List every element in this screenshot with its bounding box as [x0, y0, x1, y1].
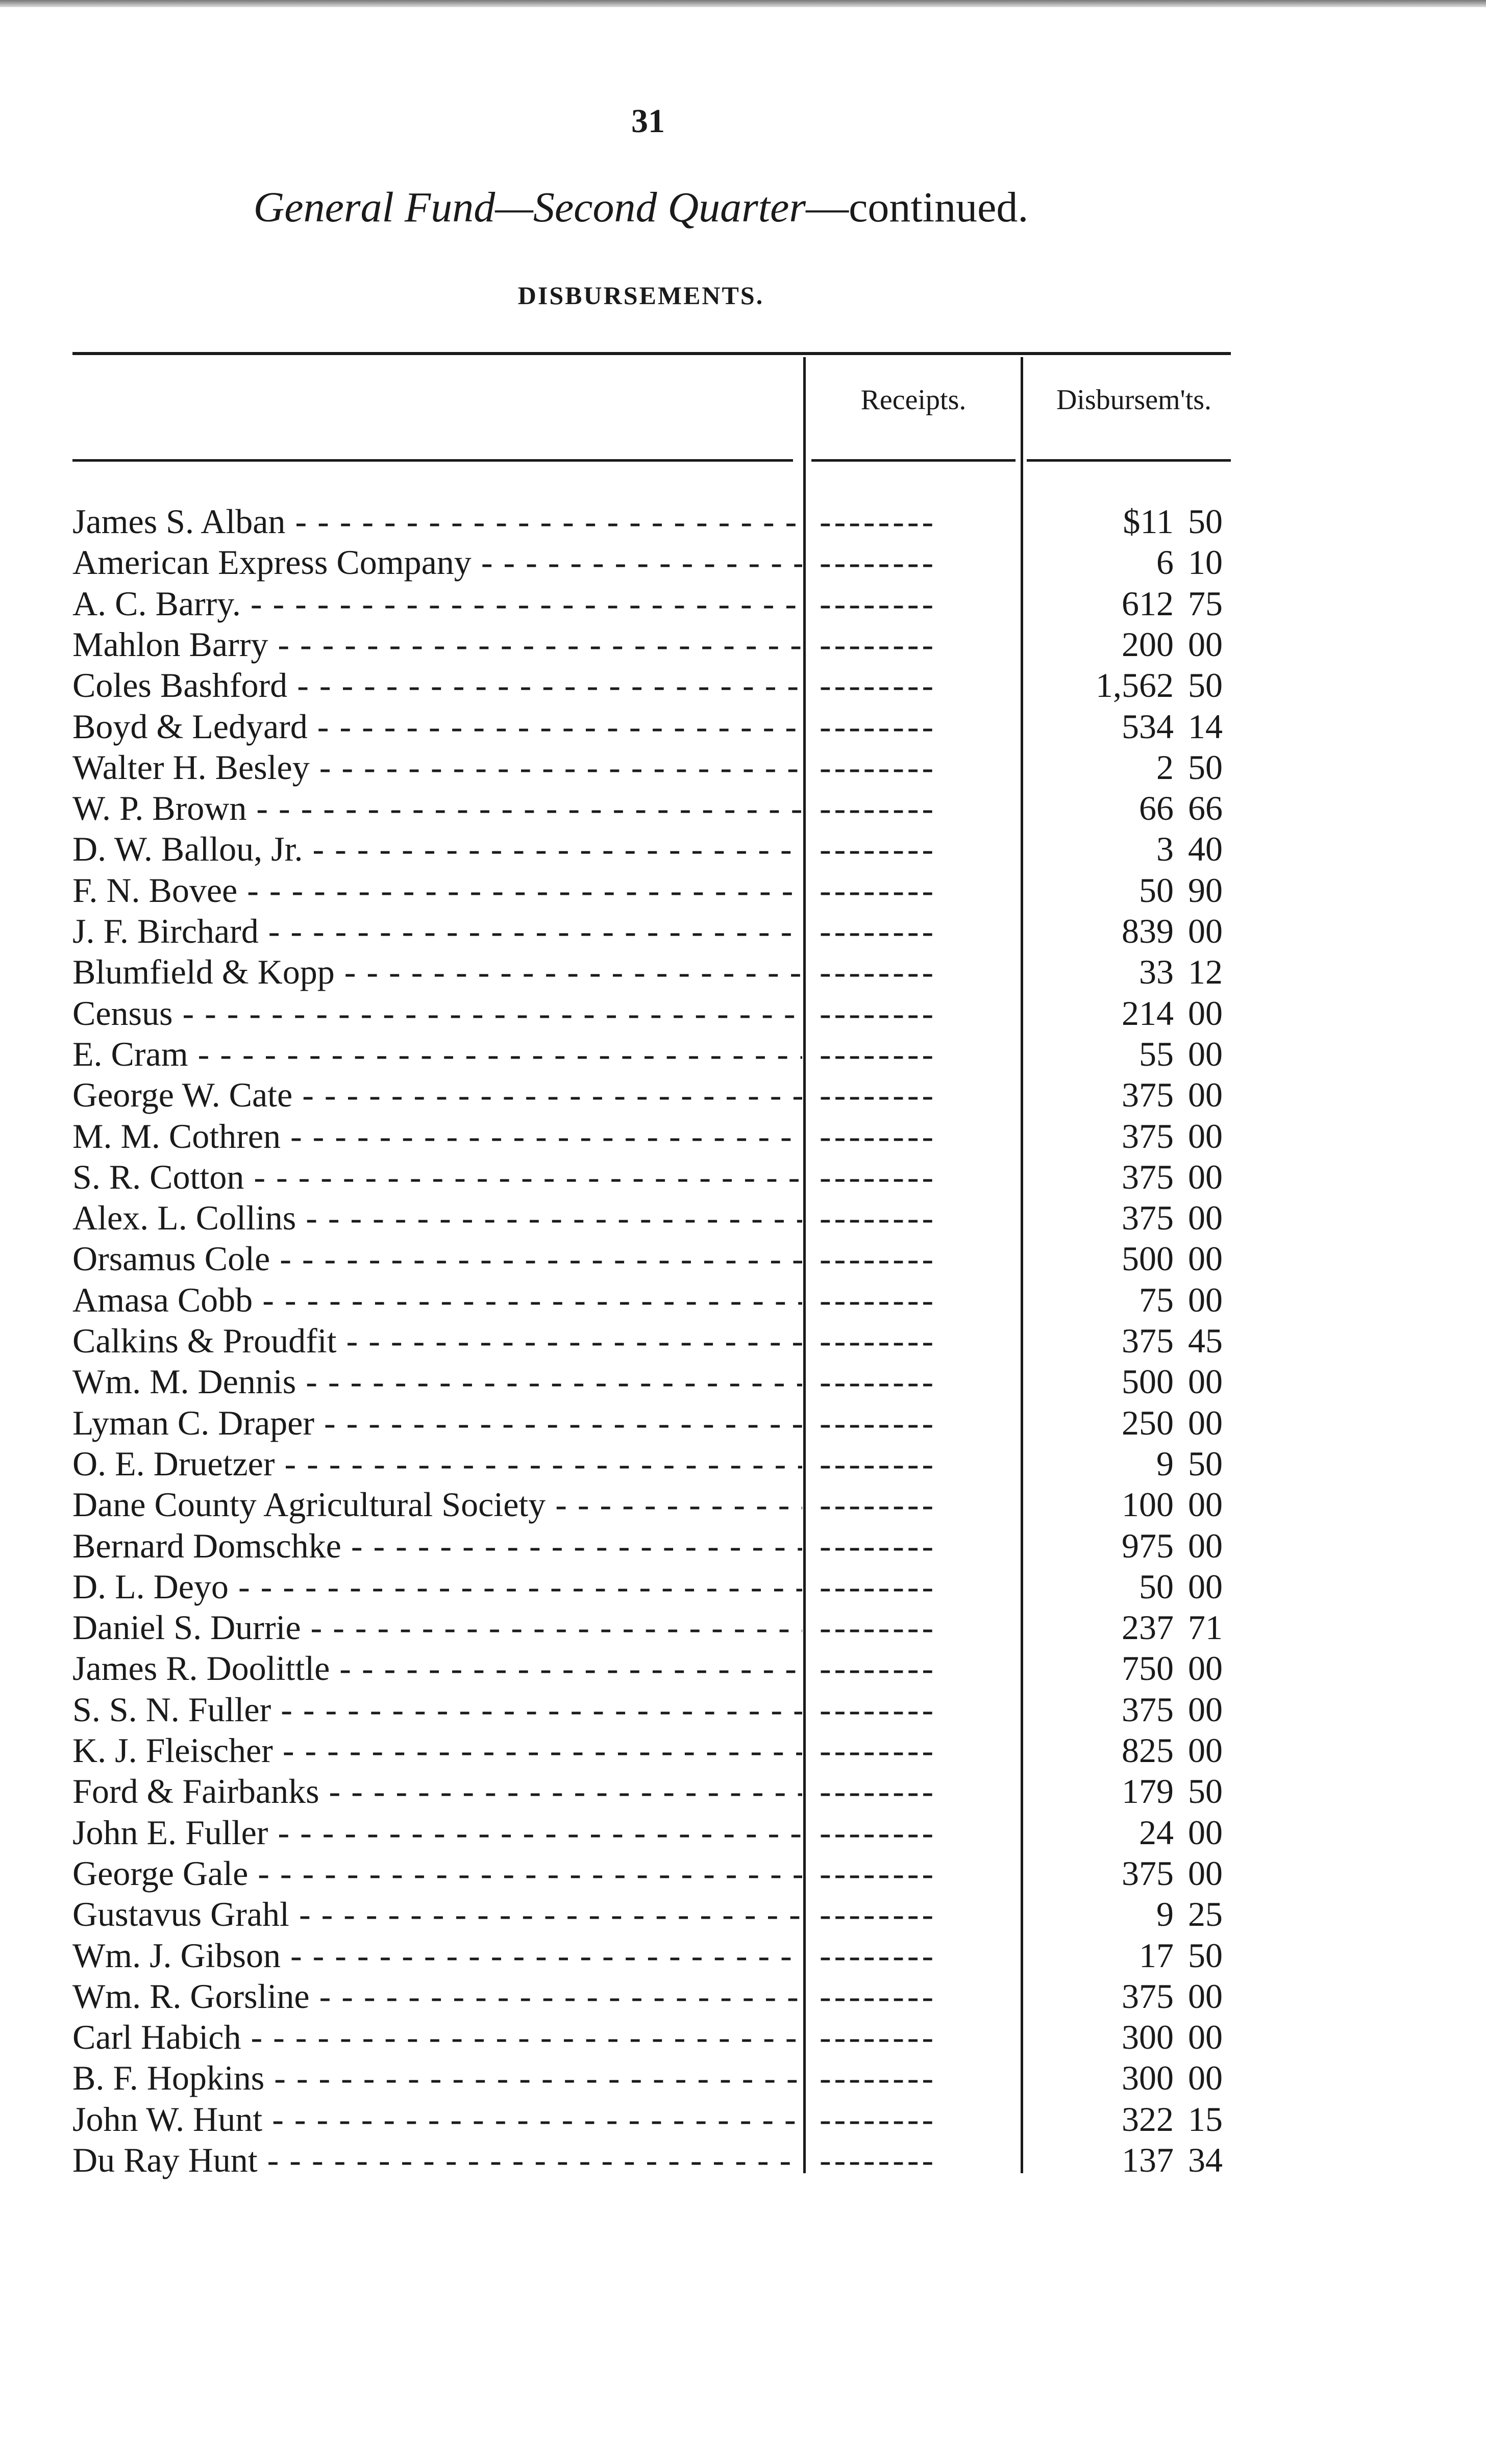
disbursement-cents: 50 [1188, 1936, 1223, 1975]
disbursement-dollars: 300 [1122, 2058, 1174, 2097]
section-title: DISBURSEMENTS. [517, 281, 764, 310]
payee-name: O. E. Druetzer - - - [72, 1443, 802, 1484]
receipts-blank: -------- [820, 829, 937, 868]
header-bottom-rule-left [72, 459, 793, 462]
disbursement-cents: 50 [1188, 1772, 1223, 1811]
receipts-blank: -------- [820, 1690, 937, 1729]
disbursement-dollars: 750 [1122, 1649, 1174, 1688]
receipts-blank: -------- [820, 1977, 937, 2016]
receipts-blank: -------- [820, 748, 937, 787]
table-row [0, 1484, 1486, 1525]
payee-name: S. R. Cotton - - - [72, 1156, 802, 1197]
disbursement-dollars: 500 [1122, 1362, 1174, 1401]
payee-name: M. M. Cothren - - - [72, 1116, 802, 1156]
table-row [0, 1116, 1486, 1156]
payee-name: John W. Hunt - - - [72, 2099, 802, 2140]
payee-name: George W. Cate - - - [72, 1074, 802, 1115]
disbursement-cents: 00 [1188, 1280, 1223, 1319]
payee-name: W. P. Brown - - - [72, 788, 802, 828]
disbursement-cents: 45 [1188, 1321, 1223, 1360]
payee-name: Amasa Cobb - - - [72, 1279, 802, 1320]
table-row [0, 1648, 1486, 1689]
receipts-blank: -------- [820, 912, 937, 950]
table-row [0, 1607, 1486, 1648]
disbursement-cents: 00 [1188, 1854, 1223, 1893]
payee-name: E. Cram - - - [72, 1034, 802, 1074]
receipts-blank: -------- [820, 584, 937, 623]
disbursement-cents: 15 [1188, 2100, 1223, 2139]
receipts-blank: -------- [820, 1158, 937, 1196]
disbursement-dollars: 375 [1122, 1977, 1174, 2016]
table-row [0, 1443, 1486, 1484]
payee-name: A. C. Barry. - - - [72, 583, 802, 624]
table-row [0, 501, 1486, 542]
receipts-blank: -------- [820, 1239, 937, 1278]
receipts-blank: -------- [820, 1526, 937, 1565]
table-row [0, 1034, 1486, 1074]
payee-name: B. F. Hopkins - - - [72, 2057, 802, 2098]
payee-name: James R. Doolittle - - - [72, 1648, 802, 1689]
disbursement-cents: 00 [1188, 1813, 1223, 1852]
receipts-blank: -------- [820, 2100, 937, 2139]
receipts-blank: -------- [820, 2141, 937, 2179]
disbursement-cents: 40 [1188, 829, 1223, 868]
disbursement-dollars: 1,562 [1096, 666, 1174, 705]
table-row [0, 788, 1486, 828]
receipts-blank: -------- [820, 789, 937, 827]
table-row [0, 870, 1486, 911]
disbursement-cents: 34 [1188, 2141, 1223, 2179]
table-row [0, 624, 1486, 665]
disbursement-dollars: 375 [1122, 1690, 1174, 1729]
payee-name: D. W. Ballou, Jr. - - - [72, 828, 802, 869]
disbursement-cents: 75 [1188, 584, 1223, 623]
table-row [0, 1361, 1486, 1402]
table-row [0, 993, 1486, 1034]
disbursement-dollars: 975 [1122, 1526, 1174, 1565]
disbursement-dollars: 137 [1122, 2141, 1174, 2179]
receipts-blank: -------- [820, 666, 937, 705]
receipts-blank: -------- [820, 1936, 937, 1975]
table-row [0, 1279, 1486, 1320]
receipts-blank: -------- [820, 1403, 937, 1442]
disbursement-dollars: 839 [1122, 912, 1174, 950]
disbursement-dollars: 250 [1122, 1403, 1174, 1442]
payee-name: Du Ray Hunt - - - [72, 2140, 802, 2180]
disbursement-cents: 00 [1188, 2058, 1223, 2097]
payee-name: Calkins & Proudfit - - - [72, 1320, 802, 1361]
receipts-blank: -------- [820, 625, 937, 664]
table-row [0, 1320, 1486, 1361]
disbursement-dollars: 375 [1122, 1075, 1174, 1114]
table-row [0, 1976, 1486, 2017]
disbursement-dollars: 66 [1139, 789, 1174, 827]
receipts-blank: -------- [820, 543, 937, 582]
disbursement-cents: 00 [1188, 1198, 1223, 1237]
disbursement-dollars: 214 [1122, 994, 1174, 1033]
disbursement-dollars: 612 [1122, 584, 1174, 623]
disbursement-cents: 00 [1188, 1567, 1223, 1606]
disbursement-cents: 00 [1188, 1649, 1223, 1688]
payee-name: Daniel S. Durrie - - - [72, 1607, 802, 1648]
disbursement-dollars: 375 [1122, 1158, 1174, 1196]
receipts-blank: -------- [820, 1485, 937, 1524]
payee-name: John E. Fuller - - - [72, 1812, 802, 1853]
receipts-blank: -------- [820, 707, 937, 746]
receipts-blank: -------- [820, 2018, 937, 2056]
receipts-blank: -------- [820, 1321, 937, 1360]
disbursement-cents: 00 [1188, 1117, 1223, 1155]
payee-name: Ford & Fairbanks - - - [72, 1771, 802, 1812]
payee-name: George Gale - - - [72, 1853, 802, 1894]
header-bottom-rule-disbursements [1027, 459, 1231, 462]
disbursement-dollars: 33 [1139, 952, 1174, 991]
disbursement-dollars: 55 [1139, 1035, 1174, 1073]
payee-name: James S. Alban - - - [72, 501, 802, 542]
disbursement-cents: 00 [1188, 994, 1223, 1033]
receipts-blank: -------- [820, 1567, 937, 1606]
payee-name: Walter H. Besley - - - [72, 747, 802, 788]
disbursement-dollars: 200 [1122, 625, 1174, 664]
disbursement-dollars: 825 [1122, 1731, 1174, 1770]
disbursement-dollars: 375 [1122, 1854, 1174, 1893]
table-row [0, 542, 1486, 583]
page-heading [0, 183, 1282, 232]
disbursement-dollars: 9 [1156, 1895, 1174, 1933]
payee-name: Dane County Agricultural Society - - - [72, 1484, 802, 1525]
receipts-column-header: Receipts. [860, 384, 967, 416]
disbursement-cents: 25 [1188, 1895, 1223, 1933]
disbursement-cents: 00 [1188, 1075, 1223, 1114]
receipts-blank: -------- [820, 1117, 937, 1155]
disbursement-cents: 00 [1188, 1526, 1223, 1565]
table-row [0, 2017, 1486, 2057]
receipts-blank: -------- [820, 502, 937, 541]
disbursement-dollars: 322 [1122, 2100, 1174, 2139]
payee-name: D. L. Deyo - - - [72, 1566, 802, 1607]
table-row [0, 1074, 1486, 1115]
disbursement-cents: 00 [1188, 912, 1223, 950]
receipts-blank: -------- [820, 1813, 937, 1852]
table-row [0, 1771, 1486, 1812]
table-top-rule [72, 352, 1231, 355]
disbursement-dollars: 3 [1156, 829, 1174, 868]
disbursement-cents: 66 [1188, 789, 1223, 827]
disbursement-dollars: 179 [1122, 1772, 1174, 1811]
disbursement-dollars: 375 [1122, 1117, 1174, 1155]
heading-suffix: —continued. [806, 184, 1029, 231]
disbursement-cents: 00 [1188, 1158, 1223, 1196]
disbursements-column-header: Disbursem'ts. [1056, 384, 1212, 416]
disbursement-cents: 00 [1188, 1035, 1223, 1073]
table-row [0, 706, 1486, 747]
payee-name: Orsamus Cole - - - [72, 1238, 802, 1279]
table-row [0, 1894, 1486, 1934]
table-row [0, 911, 1486, 951]
disbursement-dollars: 100 [1122, 1485, 1174, 1524]
disbursement-dollars: 534 [1122, 707, 1174, 746]
table-row [0, 951, 1486, 992]
disbursement-cents: 00 [1188, 1690, 1223, 1729]
receipts-blank: -------- [820, 1895, 937, 1933]
table-row [0, 1156, 1486, 1197]
receipts-blank: -------- [820, 1854, 937, 1893]
table-row [0, 2140, 1486, 2180]
disbursement-cents: 50 [1188, 1444, 1223, 1483]
table-row [0, 2057, 1486, 2098]
receipts-blank: -------- [820, 952, 937, 991]
receipts-blank: -------- [820, 1444, 937, 1483]
page-number: 31 [631, 103, 665, 140]
table-row [0, 2099, 1486, 2140]
payee-name: K. J. Fleischer - - - [72, 1730, 802, 1771]
payee-name: S. S. N. Fuller - - - [72, 1689, 802, 1730]
receipts-blank: -------- [820, 1280, 937, 1319]
disbursement-cents: 00 [1188, 1403, 1223, 1442]
payee-name: Mahlon Barry - - - [72, 624, 802, 665]
receipts-blank: -------- [820, 1035, 937, 1073]
disbursement-dollars: 500 [1122, 1239, 1174, 1278]
disbursement-dollars: 375 [1122, 1321, 1174, 1360]
payee-name: American Express Company - - - [72, 542, 802, 583]
disbursement-dollars: 50 [1139, 871, 1174, 910]
disbursement-cents: 71 [1188, 1608, 1223, 1647]
disbursement-dollars: 300 [1122, 2018, 1174, 2056]
receipts-blank: -------- [820, 1772, 937, 1811]
disbursement-dollars: 9 [1156, 1444, 1174, 1483]
table-row [0, 583, 1486, 624]
disbursement-cents: 00 [1188, 1362, 1223, 1401]
payee-name: Gustavus Grahl - - - [72, 1894, 802, 1934]
payee-name: Lyman C. Draper - - - [72, 1402, 802, 1443]
heading-title: General Fund—Second Quarter [253, 184, 806, 231]
receipts-blank: -------- [820, 1362, 937, 1401]
page-edge [0, 0, 1486, 7]
disbursement-dollars: 2 [1156, 748, 1174, 787]
table-row [0, 1935, 1486, 1976]
disbursement-cents: 12 [1188, 952, 1223, 991]
payee-name: Coles Bashford - - - [72, 665, 802, 706]
disbursement-cents: 00 [1188, 1977, 1223, 2016]
table-row [0, 1402, 1486, 1443]
table-row [0, 747, 1486, 788]
payee-name: F. N. Bovee - - - [72, 870, 802, 911]
disbursement-cents: 10 [1188, 543, 1223, 582]
disbursement-dollars: 237 [1122, 1608, 1174, 1647]
table-row [0, 1238, 1486, 1279]
disbursement-cents: 90 [1188, 871, 1223, 910]
payee-name: Bernard Domschke - - - [72, 1525, 802, 1566]
disbursement-dollars: 24 [1139, 1813, 1174, 1852]
receipts-blank: -------- [820, 994, 937, 1033]
payee-name: Alex. L. Collins - - - [72, 1197, 802, 1238]
receipts-blank: -------- [820, 1649, 937, 1688]
disbursement-cents: 50 [1188, 666, 1223, 705]
payee-name: Wm. J. Gibson - - - [72, 1935, 802, 1976]
table-row [0, 828, 1486, 869]
payee-name: Carl Habich - - - [72, 2017, 802, 2057]
disbursement-cents: 50 [1188, 502, 1223, 541]
payee-name: J. F. Birchard - - - [72, 911, 802, 951]
receipts-blank: -------- [820, 1608, 937, 1647]
receipts-blank: -------- [820, 2058, 937, 2097]
disbursement-cents: 14 [1188, 707, 1223, 746]
table-row [0, 1197, 1486, 1238]
disbursement-dollars: 375 [1122, 1198, 1174, 1237]
payee-name: Blumfield & Kopp - - - [72, 951, 802, 992]
receipts-blank: -------- [820, 1075, 937, 1114]
disbursement-cents: 00 [1188, 1239, 1223, 1278]
payee-name: Wm. R. Gorsline - - - [72, 1976, 802, 2017]
payee-name: Boyd & Ledyard - - - [72, 706, 802, 747]
disbursement-cents: 00 [1188, 2018, 1223, 2056]
disbursement-cents: 50 [1188, 748, 1223, 787]
disbursement-cents: 00 [1188, 1731, 1223, 1770]
table-row [0, 1812, 1486, 1853]
table-row [0, 1730, 1486, 1771]
receipts-blank: -------- [820, 1198, 937, 1237]
disbursement-dollars: $11 [1123, 502, 1174, 541]
receipts-blank: -------- [820, 871, 937, 910]
table-row [0, 665, 1486, 706]
disbursement-dollars: 50 [1139, 1567, 1174, 1606]
payee-name: Wm. M. Dennis - - - [72, 1361, 802, 1402]
table-row [0, 1853, 1486, 1894]
disbursement-dollars: 17 [1139, 1936, 1174, 1975]
header-bottom-rule-receipts [811, 459, 1016, 462]
disbursement-dollars: 6 [1156, 543, 1174, 582]
table-row [0, 1566, 1486, 1607]
disbursement-cents: 00 [1188, 1485, 1223, 1524]
disbursement-cents: 00 [1188, 625, 1223, 664]
disbursement-dollars: 75 [1139, 1280, 1174, 1319]
payee-name: Census - - - [72, 993, 802, 1034]
receipts-blank: -------- [820, 1731, 937, 1770]
table-row [0, 1689, 1486, 1730]
table-row [0, 1525, 1486, 1566]
